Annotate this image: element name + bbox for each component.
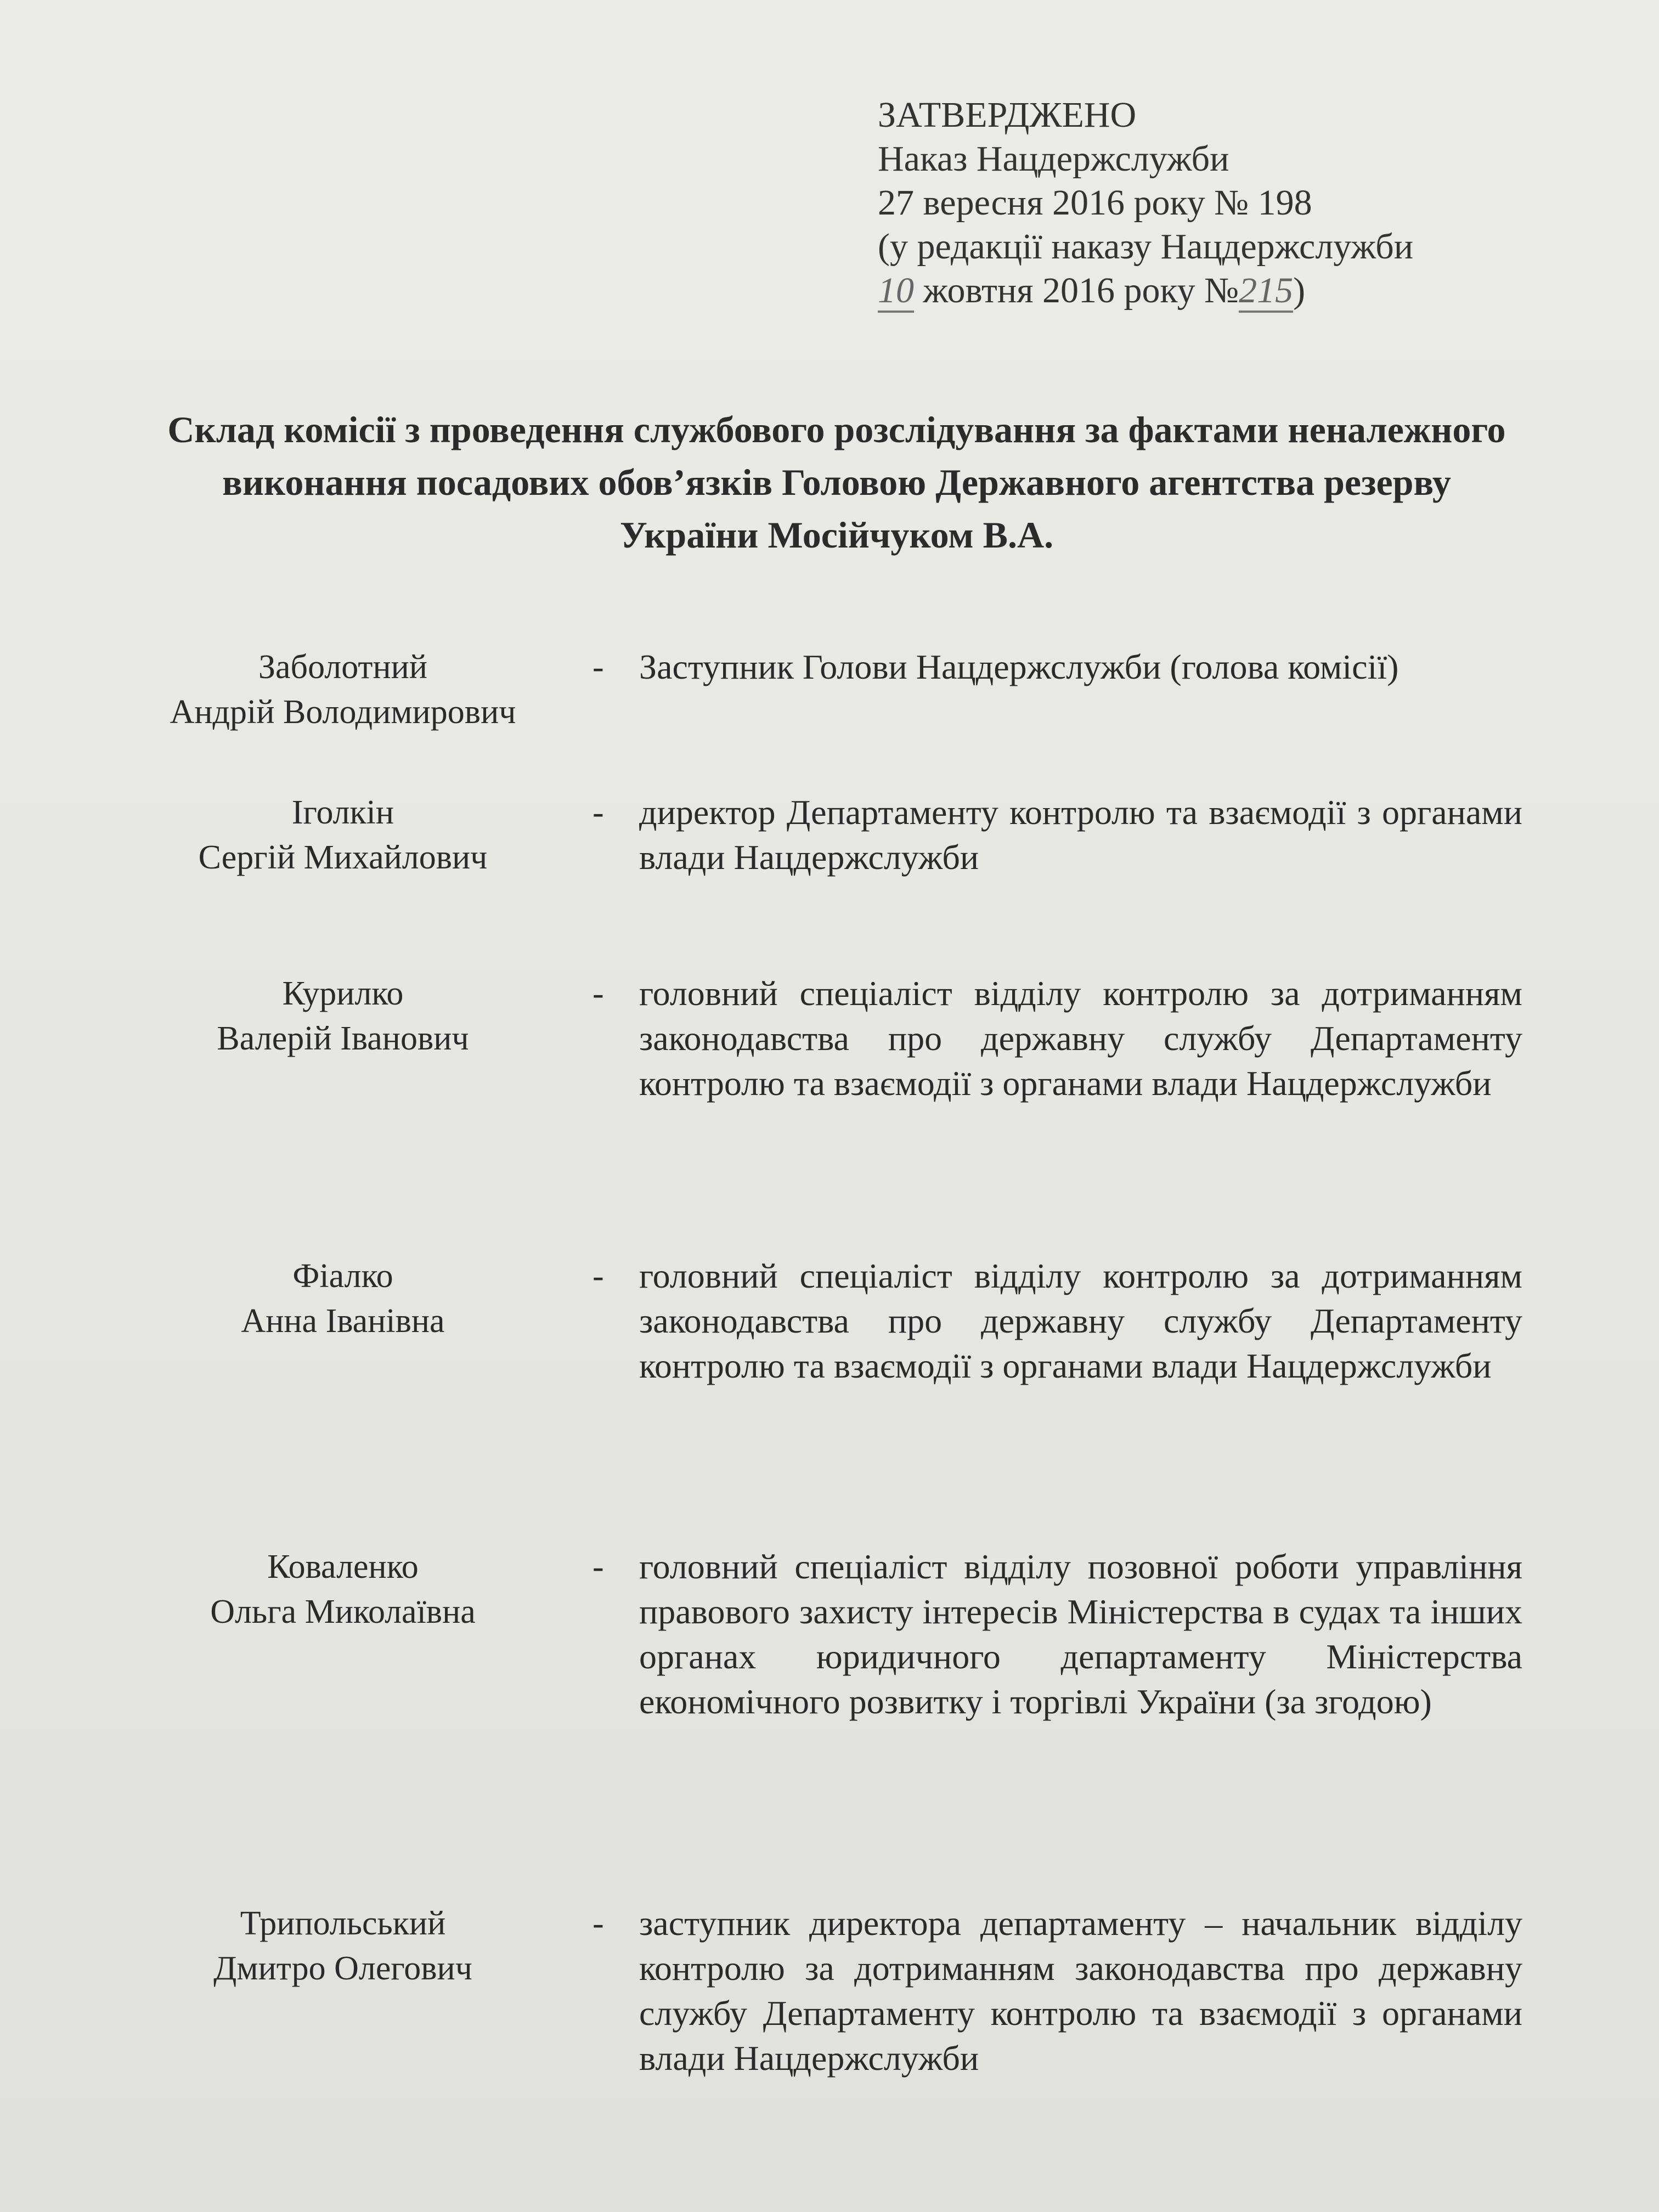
member-name: [132, 1254, 554, 1344]
approval-heading: ЗАТВЕРДЖЕНО: [878, 95, 1137, 135]
member-surname: Курилко: [282, 975, 404, 1012]
separator-dash: -: [592, 1548, 604, 1585]
member-surname: Трипольський: [240, 1905, 446, 1942]
member-surname: Іголкін: [291, 794, 394, 831]
revision-number: 215: [1239, 270, 1293, 313]
approval-stamp: [878, 93, 1413, 313]
member-given-name: Дмитро Олегович: [213, 1950, 472, 1987]
member-role: головний спеціаліст відділу контролю за дотриманням законодавства про державну службу Департаменту контролю та взаємодії з органами влади Нацдержслужби: [639, 1256, 1522, 1385]
member-given-name: Андрій Володимирович: [170, 693, 516, 731]
revision-month: жовтня 2016 року №: [914, 270, 1239, 311]
revision-day: 10: [878, 270, 914, 313]
member-role: головний спеціаліст відділу позовної роботи управління правового захисту інтересів Міністерства в судах та інших органах юридичного департаменту Міністерства економічного розвитку і торгівлі України (за згодою): [639, 1547, 1522, 1721]
member-surname: Фіалко: [292, 1257, 393, 1295]
approval-order: Наказ Нацдержслужби: [878, 139, 1229, 179]
member-name: [132, 1901, 554, 1991]
member-role: директор Департаменту контролю та взаємодії з органами влади Нацдержслужби: [639, 793, 1522, 877]
separator-dash: -: [592, 648, 604, 686]
member-given-name: Анна Іванівна: [241, 1302, 445, 1340]
document-title: Склад комісії з проведення службового розслідування за фактами неналежного виконання посадових обов’язків Головою Державного агентства резерву України Мосійчуком В.А.: [167, 409, 1506, 556]
member-name: [132, 1544, 554, 1634]
member-role: Заступник Голови Нацдержслужби (голова комісії): [639, 647, 1399, 686]
approval-date: 27 вересня 2016 року № 198: [878, 183, 1312, 223]
member-surname: Заболотний: [258, 648, 428, 686]
member-role: заступник директора департаменту – начальник відділу контролю за дотриманням законодавства про державну службу Департаменту контролю та взаємодії з органами влади Нацдержслужби: [639, 1904, 1522, 2078]
separator-dash: -: [592, 1905, 604, 1942]
member-given-name: Ольга Миколаївна: [210, 1593, 476, 1630]
member-given-name: Валерій Іванович: [217, 1020, 469, 1057]
member-role: головний спеціаліст відділу контролю за дотриманням законодавства про державну службу Департаменту контролю та взаємодії з органами влади Нацдержслужби: [639, 974, 1522, 1103]
approval-revision: (у редакції наказу Нацдержслужби: [878, 227, 1414, 267]
member-surname: Коваленко: [267, 1548, 419, 1585]
member-name: [132, 971, 554, 1061]
member-name: [132, 645, 554, 735]
approval-revision-date: [878, 269, 1413, 313]
separator-dash: -: [592, 1257, 604, 1295]
separator-dash: -: [592, 975, 604, 1012]
member-given-name: Сергій Михайлович: [198, 839, 488, 876]
member-name: [132, 790, 554, 880]
separator-dash: -: [592, 794, 604, 831]
revision-close: ): [1293, 270, 1306, 311]
